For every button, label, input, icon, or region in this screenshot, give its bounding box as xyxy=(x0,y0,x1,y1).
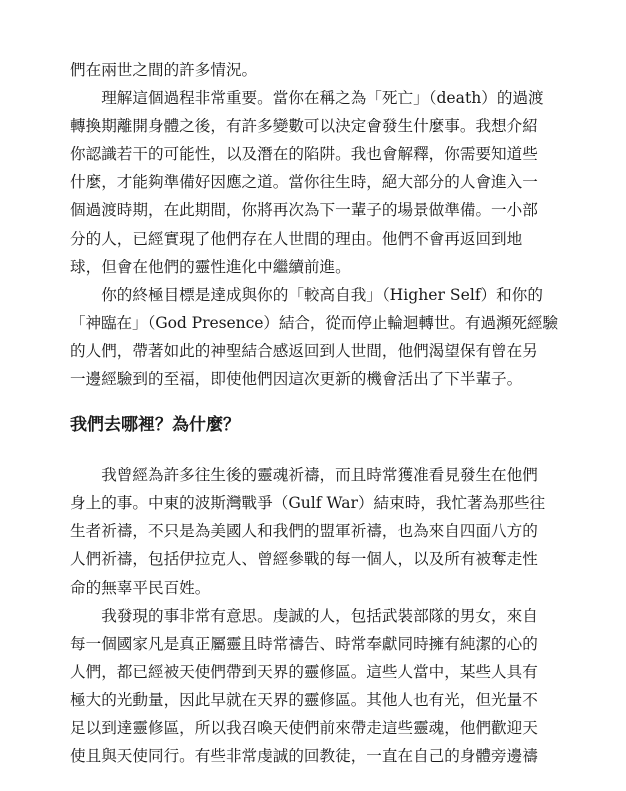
section-heading: 我們去哪裡？為什麼？ xyxy=(70,415,240,436)
text-line: 足以到達靈修區，所以我召喚天使們前來帶走這些靈魂，他們歡迎天 xyxy=(70,718,538,737)
text-line: 生者祈禱，不只是為美國人和我們的盟軍祈禱，也為來自四面八方的 xyxy=(70,522,538,541)
paragraph-prayers xyxy=(70,461,558,601)
text-line: 身上的事。中東的波斯灣戰爭（Gulf War）結束時，我忙著為那些往 xyxy=(70,494,546,513)
text-line: 我曾經為許多往生後的靈魂祈禱，而且時常獲准看見發生在他們 xyxy=(101,466,538,485)
text-line: 分的人，已經實現了他們存在人世間的理由。他們不會再返回到地 xyxy=(70,229,523,248)
text-line: 我發現的事非常有意思。虔誠的人，包括武裝部隊的男女，來自 xyxy=(101,606,538,625)
text-line: 一邊經驗到的至福，即使他們因這次更新的機會活出了下半輩子。 xyxy=(70,370,523,389)
text-line: 理解這個過程非常重要。當你在稱之為「死亡」（death）的過渡 xyxy=(101,89,544,108)
text-line: 轉換期離開身體之後，有許多變數可以決定會發生什麼事。我想介紹 xyxy=(70,117,538,136)
text-line: 極大的光動量，因此早就在天界的靈修區。其他人也有光，但光量不 xyxy=(70,690,538,709)
text-line: 每一個國家凡是真正屬靈且時常禱告、時常奉獻同時擁有純潔的心的 xyxy=(70,634,538,653)
paragraph-process xyxy=(70,84,558,281)
text-line: 「神臨在」（God Presence）結合，從而停止輪迴轉世。有過瀕死經驗 xyxy=(70,313,558,332)
paragraph-discovery xyxy=(70,602,558,771)
text-line: 們在兩世之間的許多情況。 xyxy=(70,61,258,79)
paragraph-continuation xyxy=(70,56,558,84)
text-line: 球，但會在他們的靈性進化中繼續前進。 xyxy=(70,257,351,276)
text-line: 個過渡時期，在此期間，你將再次為下一輩子的場景做準備。一小部 xyxy=(70,201,538,220)
text-line: 使且與天使同行。有些非常虔誠的回教徒，一直在自己的身體旁邊禱 xyxy=(70,747,538,766)
text-line: 的人們，帶著如此的神聖結合感返回到人世間，他們渴望保有曾在另 xyxy=(70,341,538,360)
text-line: 人們祈禱，包括伊拉克人、曾經參戰的每一個人，以及所有被奪走性 xyxy=(70,550,538,569)
text-line: 命的無辜平民百姓。 xyxy=(70,578,211,597)
text-line: 你的終極目標是達成與你的「較高自我」（Higher Self）和你的 xyxy=(101,285,543,304)
paragraph-ultimate-goal xyxy=(70,281,558,393)
document-page xyxy=(70,56,558,770)
text-line: 人們，都已經被天使們帶到天界的靈修區。這些人當中，某些人具有 xyxy=(70,662,538,681)
text-line: 什麼，才能夠準備好因應之道。當你往生時，絕大部分的人會進入一 xyxy=(70,173,538,192)
text-line: 你認識若干的可能性，以及潛在的陷阱。我也會解釋，你需要知道些 xyxy=(70,145,538,164)
